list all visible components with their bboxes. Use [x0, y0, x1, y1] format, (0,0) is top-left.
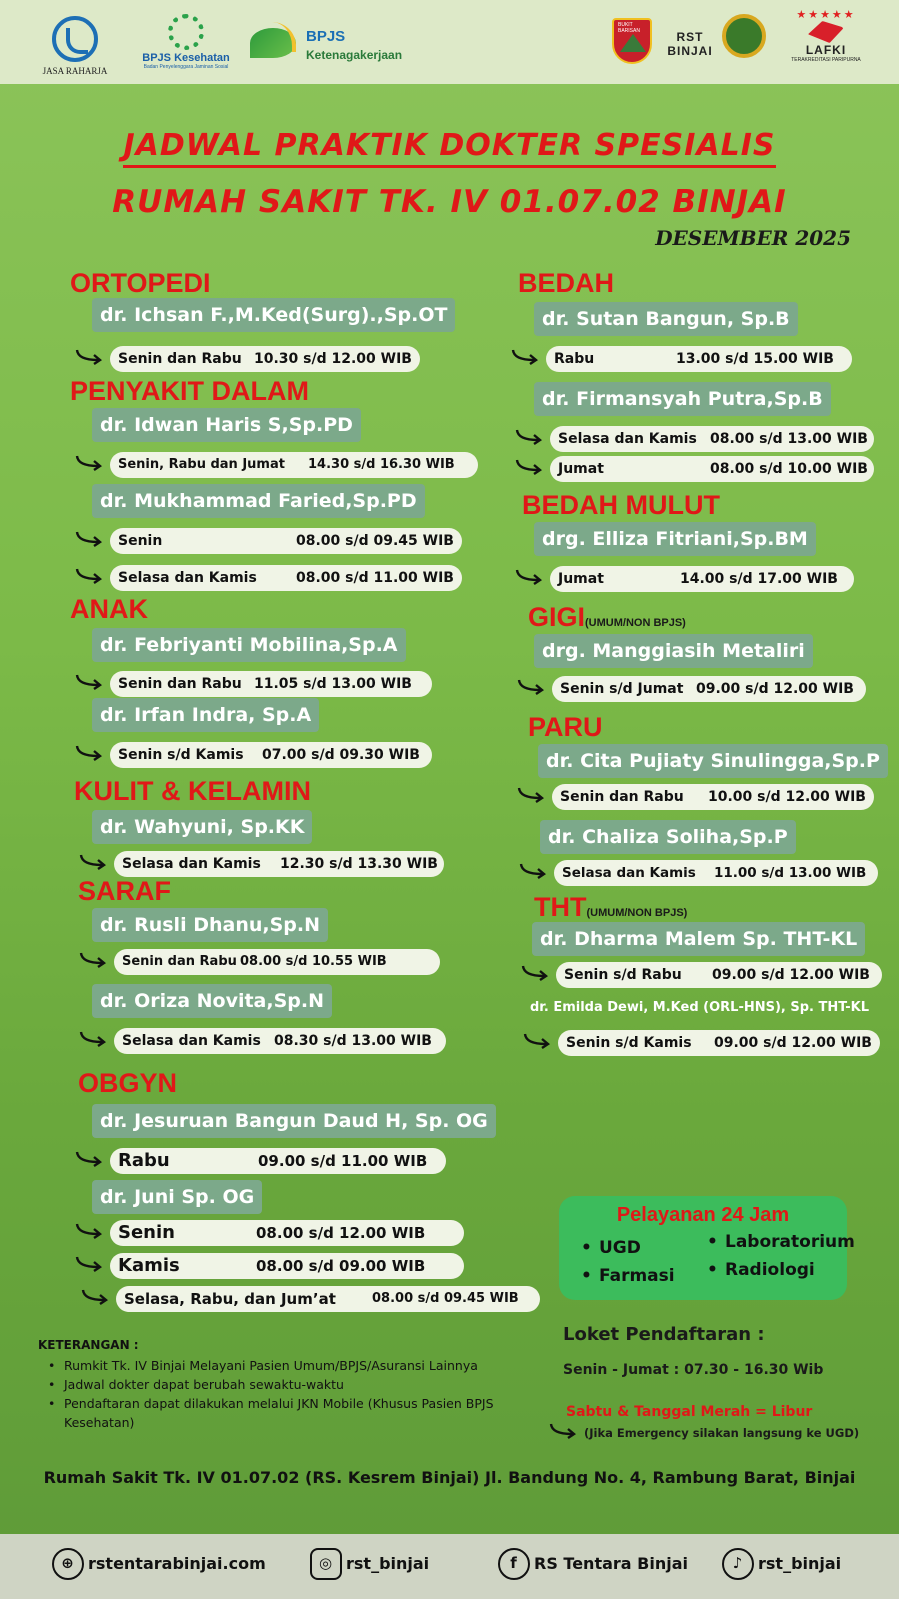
bpjs-kesehatan-logo: BPJS Kesehatan Badan Penyelenggara Jaminan Sosial: [140, 14, 232, 70]
note-item: • Rumkit Tk. IV Binjai Melayani Pasien Umum/BPJS/Asuransi Lainnya: [38, 1356, 538, 1375]
schedule-row: Jumat 08.00 s/d 10.00 WIB: [550, 456, 874, 482]
hospital-address: Rumah Sakit Tk. IV 01.07.02 (RS. Kesrem Binjai) Jl. Bandung No. 4, Rambung Barat, Binjai: [43, 1468, 856, 1487]
jasa-raharja-logo: JASA RAHARJA: [40, 16, 110, 76]
curved-arrow-icon: [78, 1030, 108, 1048]
category-saraf: SARAF: [78, 876, 171, 906]
schedule-row: Senin dan Rabu 10.30 s/d 12.00 WIB: [110, 346, 420, 372]
curved-arrow-icon: [74, 567, 104, 585]
schedule-row: Senin, Rabu dan Jumat 14.30 s/d 16.30 WIB: [110, 452, 478, 478]
lafki-logo: ★★★★★ LAFKI TERAKREDITASI PARIPURNA: [791, 9, 861, 63]
schedule-row: Senin s/d Kamis 09.00 s/d 12.00 WIB: [558, 1030, 880, 1056]
curved-arrow-icon: [80, 1288, 110, 1306]
schedule-row: Senin 08.00 s/d 12.00 WIB: [110, 1220, 464, 1246]
category-kulit-kelamin: KULIT & KELAMIN: [74, 776, 311, 806]
curved-arrow-icon: [516, 786, 546, 804]
instagram-icon: ◎: [310, 1548, 342, 1580]
notes-section: KETERANGAN : • Rumkit Tk. IV Binjai Melayani Pasien Umum/BPJS/Asuransi Lainnya • Jadwal dokter dapat berubah sewaktu-waktu • Pendaftaran dapat dilakukan melalui JKN Mobile (Khusus Pasien BPJS Kesehatan): [38, 1338, 538, 1432]
schedule-row: Selasa dan Kamis 11.00 s/d 13.00 WIB: [554, 860, 878, 886]
service-item: • UGD: [599, 1238, 641, 1258]
title-line-1: JADWAL PRAKTIK DOKTER SPESIALIS: [0, 128, 899, 163]
service-item: • Laboratorium: [725, 1232, 855, 1252]
schedule-row: Senin dan Rabu 11.05 s/d 13.00 WIB: [110, 671, 432, 697]
service-item: • Radiologi: [725, 1260, 815, 1280]
schedule-row: Rabu 09.00 s/d 11.00 WIB: [110, 1148, 446, 1174]
curved-arrow-icon: [74, 1255, 104, 1273]
category-bedah: BEDAH: [518, 268, 615, 298]
curved-arrow-icon: [78, 853, 108, 871]
curved-arrow-icon: [514, 458, 544, 476]
category-paru: PARU: [528, 712, 603, 742]
rst-binjai-logo: RST BINJAI: [667, 30, 713, 58]
schedule-row: Selasa dan Kamis 08.30 s/d 13.00 WIB: [114, 1028, 446, 1054]
doctor-name: dr. Wahyuni, Sp.KK: [92, 810, 312, 844]
doctor-name: dr. Cita Pujiaty Sinulingga,Sp.P: [538, 744, 888, 778]
service-24h-box: Pelayanan 24 Jam • UGD • Farmasi • Laboratorium • Radiologi: [559, 1196, 847, 1300]
curved-arrow-icon: [74, 1222, 104, 1240]
schedule-row: Selasa dan Kamis 12.30 s/d 13.30 WIB: [114, 851, 444, 877]
schedule-row: Senin s/d Kamis 07.00 s/d 09.30 WIB: [110, 742, 432, 768]
curved-arrow-icon: [514, 568, 544, 586]
doctor-name: dr. Jesuruan Bangun Daud H, Sp. OG: [92, 1104, 496, 1138]
note-item: • Pendaftaran dapat dilakukan melalui JKN Mobile (Khusus Pasien BPJS Kesehatan): [38, 1394, 538, 1432]
doctor-name: dr. Sutan Bangun, Sp.B: [534, 302, 798, 336]
curved-arrow-icon: [74, 454, 104, 472]
doctor-name: dr. Febriyanti Mobilina,Sp.A: [92, 628, 406, 662]
doctor-name: dr. Idwan Haris S,Sp.PD: [92, 408, 361, 442]
category-gigi: GIGI(UMUM/NON BPJS): [528, 602, 686, 632]
curved-arrow-icon: [514, 428, 544, 446]
note-item: • Jadwal dokter dapat berubah sewaktu-waktu: [38, 1375, 538, 1394]
category-tht: THT(UMUM/NON BPJS): [534, 892, 688, 922]
schedule-row: Selasa dan Kamis 08.00 s/d 13.00 WIB: [550, 426, 874, 452]
loket-hours: Senin - Jumat : 07.30 - 16.30 Wib: [563, 1362, 824, 1378]
doctor-name: drg. Manggiasih Metaliri: [534, 634, 813, 668]
doctor-name: dr. Irfan Indra, Sp.A: [92, 698, 319, 732]
footer-social-bar: ⊕ rstentarabinjai.com ◎ rst_binjai f RS Tentara Binjai ♪ rst_binjai: [0, 1534, 899, 1599]
curved-arrow-icon: [522, 1032, 552, 1050]
globe-icon: ⊕: [52, 1548, 84, 1580]
schedule-row: Senin 08.00 s/d 09.45 WIB: [110, 528, 462, 554]
logo-bar: JASA RAHARJA BPJS Kesehatan Badan Penyelenggara Jaminan Sosial BPJS Ketenagakerjaan BUKIT BARISAN RST BINJAI ★★★★★ LAFKI TERAKREDITASI PARIPURNA: [0, 0, 899, 84]
curved-arrow-icon: [516, 678, 546, 696]
curved-arrow-icon: [510, 348, 540, 366]
schedule-row: Selasa dan Kamis 08.00 s/d 11.00 WIB: [110, 565, 462, 591]
curved-arrow-icon: [548, 1422, 578, 1440]
doctor-name: dr. Firmansyah Putra,Sp.B: [534, 382, 831, 416]
schedule-row: Senin dan Rabu 10.00 s/d 12.00 WIB: [552, 784, 874, 810]
category-ortopedi: ORTOPEDI: [70, 268, 211, 298]
schedule-row: Selasa, Rabu, dan Jum’at 08.00 s/d 09.45 WIB: [116, 1286, 540, 1312]
facebook-icon: f: [498, 1548, 530, 1580]
curved-arrow-icon: [518, 862, 548, 880]
kodam-emblem-logo: BUKIT BARISAN: [612, 18, 652, 64]
military-seal-logo: [720, 14, 768, 66]
curved-arrow-icon: [78, 951, 108, 969]
schedule-row: Senin dan Rabu 08.00 s/d 10.55 WIB: [114, 949, 440, 975]
category-bedah-mulut: BEDAH MULUT: [522, 490, 720, 520]
curved-arrow-icon: [74, 744, 104, 762]
loket-title: Loket Pendaftaran :: [563, 1324, 765, 1345]
schedule-row: Jumat 14.00 s/d 17.00 WIB: [550, 566, 854, 592]
doctor-name: dr. Ichsan F.,M.Ked(Surg).,Sp.OT: [92, 298, 455, 332]
loket-emergency-note: (Jika Emergency silakan langsung ke UGD): [584, 1426, 860, 1440]
schedule-row: Senin s/d Jumat 09.00 s/d 12.00 WIB: [552, 676, 866, 702]
loket-holiday: Sabtu & Tanggal Merah = Libur: [566, 1404, 813, 1420]
schedule-row: Kamis 08.00 s/d 09.00 WIB: [110, 1253, 464, 1279]
category-penyakit-dalam: PENYAKIT DALAM: [70, 376, 310, 406]
doctor-name: dr. Emilda Dewi, M.Ked (ORL-HNS), Sp. THT-KL: [530, 1000, 869, 1015]
doctor-name: dr. Chaliza Soliha,Sp.P: [540, 820, 796, 854]
title-line-2: RUMAH SAKIT TK. IV 01.07.02 BINJAI: [112, 184, 787, 220]
curved-arrow-icon: [74, 530, 104, 548]
curved-arrow-icon: [74, 348, 104, 366]
curved-arrow-icon: [74, 1150, 104, 1168]
tiktok-icon: ♪: [722, 1548, 754, 1580]
category-obgyn: OBGYN: [78, 1068, 178, 1098]
doctor-name: dr. Juni Sp. OG: [92, 1180, 262, 1214]
schedule-row: Rabu 13.00 s/d 15.00 WIB: [546, 346, 852, 372]
service-item: • Farmasi: [599, 1266, 675, 1286]
doctor-name: dr. Rusli Dhanu,Sp.N: [92, 908, 328, 942]
month-label: DESEMBER 2025: [655, 226, 851, 250]
curved-arrow-icon: [520, 964, 550, 982]
doctor-name: dr. Oriza Novita,Sp.N: [92, 984, 332, 1018]
doctor-name: dr. Mukhammad Faried,Sp.PD: [92, 484, 425, 518]
category-anak: ANAK: [70, 594, 148, 624]
curved-arrow-icon: [74, 673, 104, 691]
doctor-name: dr. Dharma Malem Sp. THT-KL: [532, 922, 865, 956]
doctor-name: drg. Elliza Fitriani,Sp.BM: [534, 522, 816, 556]
schedule-row: Senin s/d Rabu 09.00 s/d 12.00 WIB: [556, 962, 882, 988]
